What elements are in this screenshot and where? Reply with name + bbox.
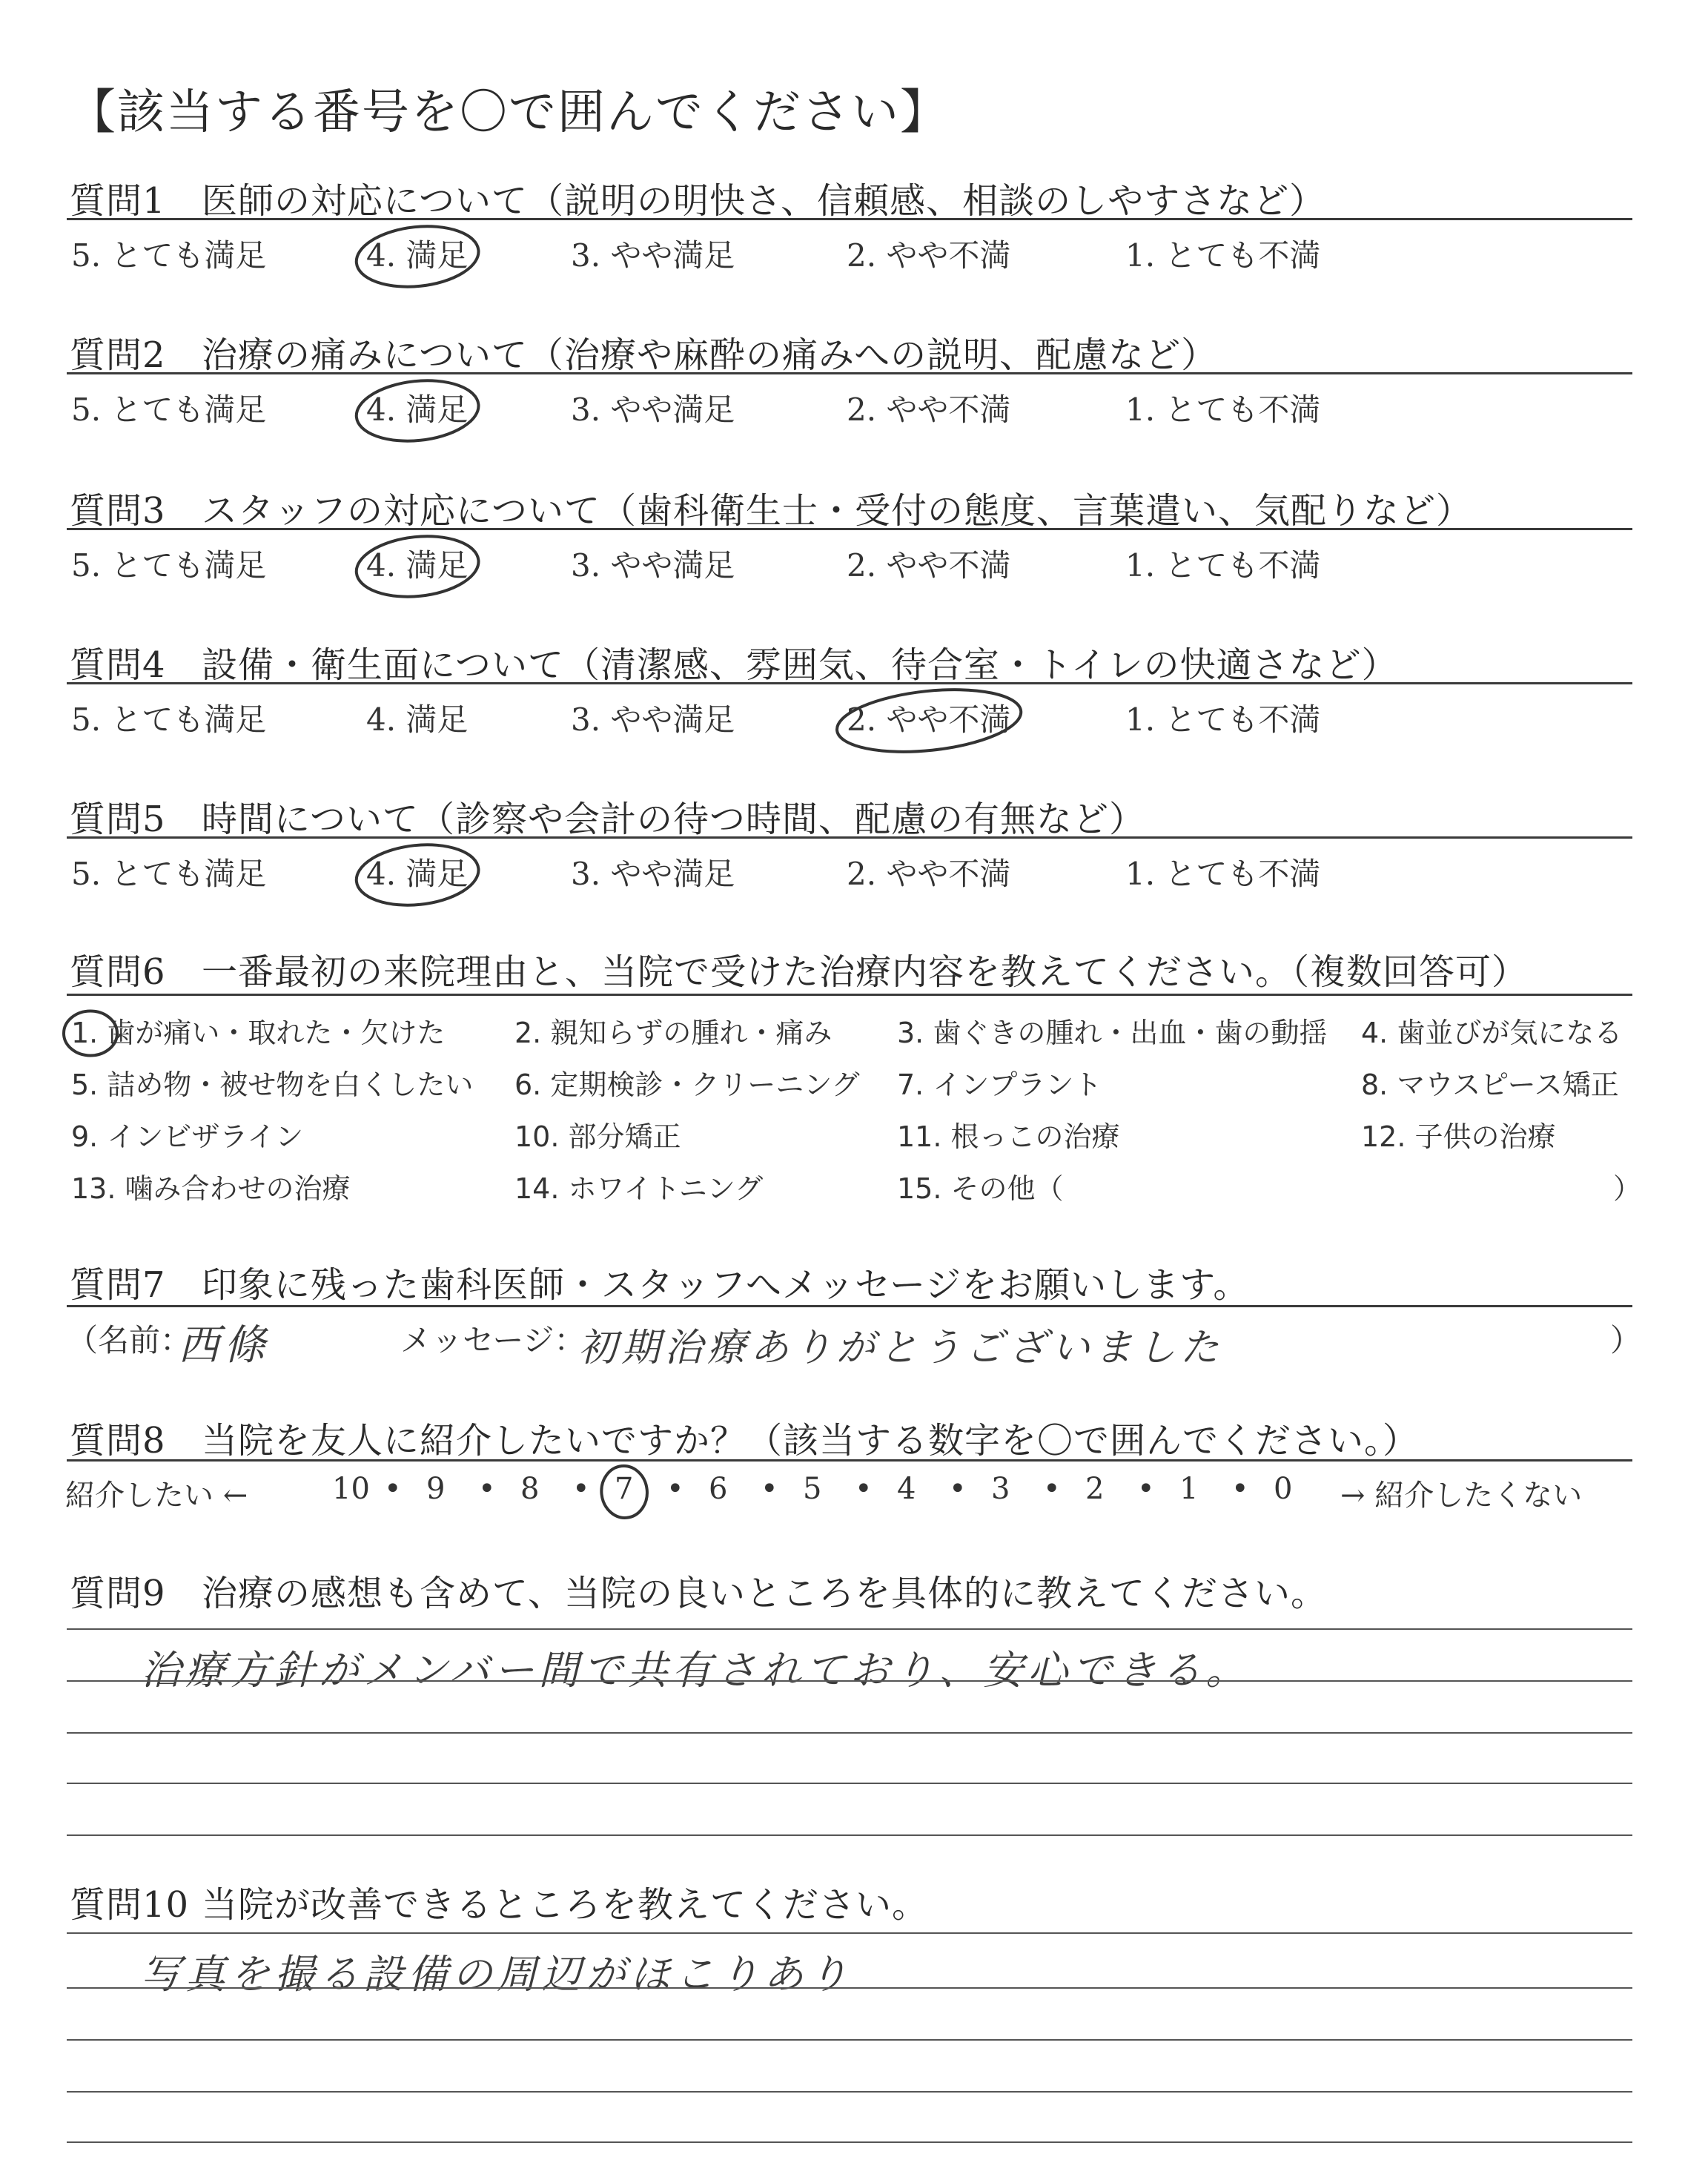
q9-label: 質問9 <box>70 1573 166 1614</box>
q8-right-label: → 紹介したくない <box>1340 1479 1583 1513</box>
q7-name-value: 西條 <box>178 1321 270 1370</box>
q7-name-label: （名前： <box>67 1322 192 1358</box>
q1-text: 医師の対応について（説明の明快さ、信頼感、相談のしやすさなど） <box>202 180 1326 222</box>
q3-option-4[interactable]: 4. 満足 <box>366 547 469 584</box>
q5-answer-circle <box>354 839 482 911</box>
q8-label: 質問8 <box>70 1420 166 1462</box>
q10-text: 当院が改善できるところを教えてください。 <box>202 1884 929 1926</box>
q1-option-5[interactable]: 5. とても満足 <box>71 237 267 274</box>
q8-scale-2[interactable]: 2 <box>1085 1472 1105 1506</box>
q4-option-3[interactable]: 3. やや満足 <box>571 701 735 738</box>
q8-scale-separator: • <box>572 1472 590 1506</box>
q4-option-1[interactable]: 1. とても不満 <box>1125 701 1321 738</box>
q6-text: 一番最初の来院理由と、当院で受けた治療内容を教えてください。（複数回答可） <box>202 951 1529 993</box>
q6-option-13[interactable]: 13. 噛み合わせの治療 <box>71 1172 351 1205</box>
q3-option-2[interactable]: 2. やや不満 <box>847 547 1011 584</box>
q8-scale-separator: • <box>1231 1472 1249 1506</box>
q4-answer-circle <box>834 681 1024 760</box>
q2-option-2[interactable]: 2. やや不満 <box>847 392 1011 428</box>
q3-label: 質問3 <box>70 490 166 532</box>
q6-option-4[interactable]: 4. 歯並びが気になる <box>1361 1017 1623 1049</box>
q7-text: 印象に残った歯科医師・スタッフへメッセージをお願いします。 <box>202 1264 1250 1306</box>
q5-label: 質問5 <box>70 799 166 840</box>
q4-option-2[interactable]: 2. やや不満 <box>847 701 1011 738</box>
q7-label: 質問7 <box>70 1264 166 1306</box>
q1-option-3[interactable]: 3. やや満足 <box>571 237 735 274</box>
q3-option-5[interactable]: 5. とても満足 <box>71 547 267 584</box>
q2-label: 質問2 <box>70 334 166 376</box>
q1-answer-circle <box>354 221 482 293</box>
q6-label: 質問6 <box>70 951 166 993</box>
q6-option-2[interactable]: 2. 親知らずの腫れ・痛み <box>514 1017 833 1049</box>
q7-message-value: 初期治療ありがとうございました <box>578 1326 1224 1370</box>
q8-scale-separator: • <box>855 1472 873 1506</box>
q1-option-1[interactable]: 1. とても不満 <box>1125 237 1321 274</box>
q8-scale-separator: • <box>478 1472 496 1506</box>
q3-text: スタッフの対応について（歯科衛生士・受付の態度、言葉遣い、気配りなど） <box>202 490 1473 532</box>
q8-scale-separator: • <box>1137 1472 1155 1506</box>
q8-left-label: 紹介したい ← <box>65 1479 248 1513</box>
q8-scale-7[interactable]: 7 <box>615 1472 634 1506</box>
q6-option-8[interactable]: 8. マウスピース矯正 <box>1361 1069 1619 1101</box>
q6-option-14[interactable]: 14. ホワイトニング <box>514 1172 764 1205</box>
q8-scale-5[interactable]: 5 <box>803 1472 822 1506</box>
q1-option-4[interactable]: 4. 満足 <box>366 237 469 274</box>
q8-scale-10[interactable]: 10 <box>332 1472 370 1506</box>
q8-text: 当院を友人に紹介したいですか？（該当する数字を〇で囲んでください。） <box>202 1420 1420 1462</box>
q7-message-label: メッセージ： <box>400 1322 586 1358</box>
q9-text: 治療の感想も含めて、当院の良いところを具体的に教えてください。 <box>202 1573 1328 1614</box>
q2-option-3[interactable]: 3. やや満足 <box>571 392 735 428</box>
q2-option-4[interactable]: 4. 満足 <box>366 392 469 428</box>
q3-option-3[interactable]: 3. やや満足 <box>571 547 735 584</box>
q8-scale-separator: • <box>949 1472 967 1506</box>
q5-option-3[interactable]: 3. やや満足 <box>571 856 735 892</box>
q8-scale-8[interactable]: 8 <box>520 1472 540 1506</box>
q8-scale-6[interactable]: 6 <box>709 1472 728 1506</box>
q8-scale-0[interactable]: 0 <box>1274 1472 1293 1506</box>
q4-label: 質問4 <box>70 644 166 686</box>
q5-option-4[interactable]: 4. 満足 <box>366 856 469 892</box>
page-title: 【該当する番号を〇で囲んでください】 <box>68 85 949 140</box>
q6-answer-circle <box>64 1011 117 1056</box>
q1-label: 質問1 <box>70 180 166 222</box>
q8-answer-circle <box>599 1464 649 1520</box>
q8-scale-1[interactable]: 1 <box>1179 1472 1199 1506</box>
q1-option-2[interactable]: 2. やや不満 <box>847 237 1011 274</box>
q6-option-7[interactable]: 7. インプラント <box>897 1069 1102 1101</box>
q10-label: 質問10 <box>70 1884 190 1926</box>
q8-scale-4[interactable]: 4 <box>897 1472 916 1506</box>
q2-option-5[interactable]: 5. とても満足 <box>71 392 267 428</box>
q2-option-1[interactable]: 1. とても不満 <box>1125 392 1321 428</box>
q6-option-5[interactable]: 5. 詰め物・被せ物を白くしたい <box>71 1069 474 1101</box>
q6-option-12[interactable]: 12. 子供の治療 <box>1361 1120 1556 1153</box>
q6-option-9[interactable]: 9. インビザライン <box>71 1120 304 1153</box>
q3-option-1[interactable]: 1. とても不満 <box>1125 547 1321 584</box>
q3-answer-circle <box>354 531 482 603</box>
q6-option-close-paren: ） <box>1613 1172 1642 1205</box>
q9-answer: 治療方針がメンバー間で共有されており、安心できる。 <box>141 1647 1251 1694</box>
q5-option-2[interactable]: 2. やや不満 <box>847 856 1011 892</box>
q10-answer: 写真を撮る設備の周辺がほこりあり <box>141 1951 853 1998</box>
q2-text: 治療の痛みについて（治療や麻酔の痛みへの説明、配慮など） <box>202 334 1218 376</box>
q5-option-1[interactable]: 1. とても不満 <box>1125 856 1321 892</box>
q4-option-4[interactable]: 4. 満足 <box>366 701 469 738</box>
q7-close-paren: ） <box>1610 1322 1642 1358</box>
q4-option-5[interactable]: 5. とても満足 <box>71 701 267 738</box>
q6-option-3[interactable]: 3. 歯ぐきの腫れ・出血・歯の動揺 <box>897 1017 1328 1049</box>
q4-text: 設備・衛生面について（清潔感、雰囲気、待合室・トイレの快適さなど） <box>202 644 1398 686</box>
q6-option-1[interactable]: 1. 歯が痛い・取れた・欠けた <box>71 1017 446 1049</box>
q8-scale-separator: • <box>1043 1472 1061 1506</box>
q6-option-11[interactable]: 11. 根っこの治療 <box>897 1120 1120 1153</box>
q5-option-5[interactable]: 5. とても満足 <box>71 856 267 892</box>
q8-scale-9[interactable]: 9 <box>426 1472 446 1506</box>
q6-option-15[interactable]: 15. その他（ <box>897 1172 1064 1205</box>
q6-option-6[interactable]: 6. 定期検診・クリーニング <box>514 1069 860 1101</box>
q6-option-10[interactable]: 10. 部分矯正 <box>514 1120 681 1153</box>
q8-scale-3[interactable]: 3 <box>991 1472 1010 1506</box>
q2-answer-circle <box>354 375 482 447</box>
q5-text: 時間について（診察や会計の待つ時間、配慮の有無など） <box>202 799 1146 840</box>
q8-scale-separator: • <box>666 1472 684 1506</box>
q8-scale-separator: • <box>761 1472 778 1506</box>
q8-scale-separator: • <box>384 1472 402 1506</box>
